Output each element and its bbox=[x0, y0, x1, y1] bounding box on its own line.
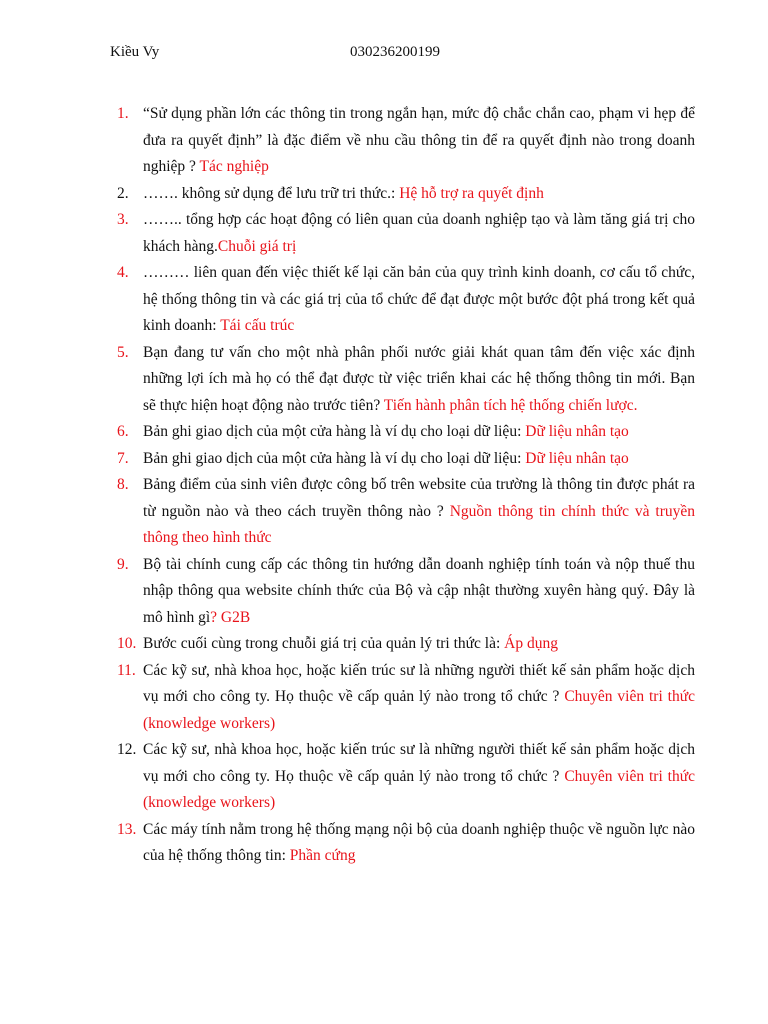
question-answer: Phần cứng bbox=[289, 847, 356, 864]
question-answer: Chuỗi giá trị bbox=[217, 237, 297, 255]
question-number: 9. bbox=[117, 555, 129, 573]
question-text: Các kỹ sư, nhà khoa học, hoặc kiến trúc sư là những người thiết kế sản phẩm hoặc dịch vụ mới cho công ty. Họ thuộc về cấp quản lý nào trong tổ chức ? bbox=[143, 741, 695, 785]
question-item-2 bbox=[105, 181, 695, 208]
question-item-8 bbox=[105, 472, 695, 552]
question-answer: Áp dụng bbox=[504, 635, 558, 652]
question-answer: Tái cấu trúc bbox=[220, 317, 295, 334]
question-item-3 bbox=[105, 207, 695, 260]
question-item-4 bbox=[105, 260, 695, 340]
question-item-7 bbox=[105, 446, 695, 473]
question-number: 12. bbox=[117, 741, 137, 758]
question-number: 8. bbox=[117, 476, 129, 493]
question-text: Bản ghi giao dịch của một cửa hàng là ví dụ cho loại dữ liệu: bbox=[143, 423, 526, 440]
question-item-5 bbox=[105, 340, 695, 420]
question-item-12 bbox=[105, 737, 695, 817]
question-number: 7. bbox=[117, 449, 129, 467]
question-text: ……. không sử dụng để lưu trữ tri thức.: bbox=[143, 184, 400, 202]
question-number: 11. bbox=[117, 661, 136, 679]
question-answer: Chuyên viên tri thức (knowledge workers) bbox=[143, 767, 696, 811]
question-text: Bản ghi giao dịch của một cửa hàng là ví dụ cho loại dữ liệu: bbox=[143, 449, 526, 467]
question-text: Các kỹ sư, nhà khoa học, hoặc kiến trúc sư là những người thiết kế sản phẩm hoặc dịch vụ mới cho công ty. Họ thuộc về cấp quản lý nào trong tổ chức ? bbox=[143, 661, 695, 705]
question-number: 5. bbox=[117, 343, 129, 361]
question-answer: Nguồn thông tin chính thức và truyền thông theo hình thức bbox=[143, 502, 695, 546]
question-item-10 bbox=[105, 631, 695, 658]
question-item-9 bbox=[105, 552, 695, 632]
question-number: 13. bbox=[117, 820, 137, 838]
question-item-6 bbox=[105, 419, 695, 446]
question-text: Các máy tính nằm trong hệ thống mạng nội bộ của doanh nghiệp thuộc về nguồn lực nào của hệ thống thông tin: bbox=[143, 820, 695, 864]
question-number: 6. bbox=[117, 423, 129, 440]
question-answer: Chuyên viên tri thức (knowledge workers) bbox=[143, 688, 696, 732]
question-item-13 bbox=[105, 817, 695, 870]
question-text: Bộ tài chính cung cấp các thông tin hướng dẫn doanh nghiệp tính toán và nộp thuế thu nhập thông qua website chính thức của Bộ và cập nhật thường xuyên hàng quý. Đây là mô hình gì bbox=[143, 555, 695, 626]
question-number: 2. bbox=[117, 184, 129, 202]
question-answer: Tiến hành phân tích hệ thống chiến lược. bbox=[383, 396, 638, 414]
question-number: 1. bbox=[117, 105, 129, 122]
question-answer: ? G2B bbox=[210, 608, 251, 626]
question-answer: Hệ hỗ trợ ra quyết định bbox=[399, 184, 544, 202]
question-answer: Tác nghiệp bbox=[199, 158, 269, 175]
question-text: Bảng điểm của sinh viên được công bố trên website của trường là thông tin được phát ra từ nguồn nào và theo cách truyền thông nào ? bbox=[143, 476, 695, 520]
question-answer: Dữ liệu nhân tạo bbox=[525, 449, 629, 467]
question-text: Bước cuối cùng trong chuỗi giá trị của quản lý tri thức là: bbox=[143, 635, 505, 652]
question-list bbox=[105, 101, 695, 870]
question-item-11 bbox=[105, 658, 695, 738]
student-id: 030236200199 bbox=[350, 44, 440, 60]
author-name: Kiều Vy bbox=[110, 44, 160, 60]
question-number: 3. bbox=[117, 211, 129, 228]
question-answer: Dữ liệu nhân tạo bbox=[525, 423, 629, 440]
question-text: …….. tổng hợp các hoạt động có liên quan của doanh nghiệp tạo và làm tăng giá trị cho khách hàng. bbox=[143, 211, 695, 255]
question-item-1 bbox=[105, 101, 695, 181]
question-text: “Sử dụng phần lớn các thông tin trong ngắn hạn, mức độ chắc chắn cao, phạm vi hẹp để đưa ra quyết định” là đặc điểm về nhu cầu thông tin để ra quyết định nào trong doanh nghiệp ? bbox=[143, 105, 695, 175]
question-number: 10. bbox=[117, 635, 137, 652]
question-number: 4. bbox=[117, 264, 129, 281]
question-text: ……… liên quan đến việc thiết kế lại căn bản của quy trình kinh doanh, cơ cấu tổ chức, hệ thống thông tin và các giá trị của tổ chức để đạt được một bước đột phá trong kết quả kinh doanh: bbox=[143, 264, 695, 334]
question-text: Bạn đang tư vấn cho một nhà phân phối nước giải khát quan tâm đến việc xác định những lợi ích mà họ có thể đạt được từ việc triển khai các hệ thống thông tin mới. Bạn sẽ thực hiện hoạt động nào trước tiên? bbox=[143, 343, 695, 414]
